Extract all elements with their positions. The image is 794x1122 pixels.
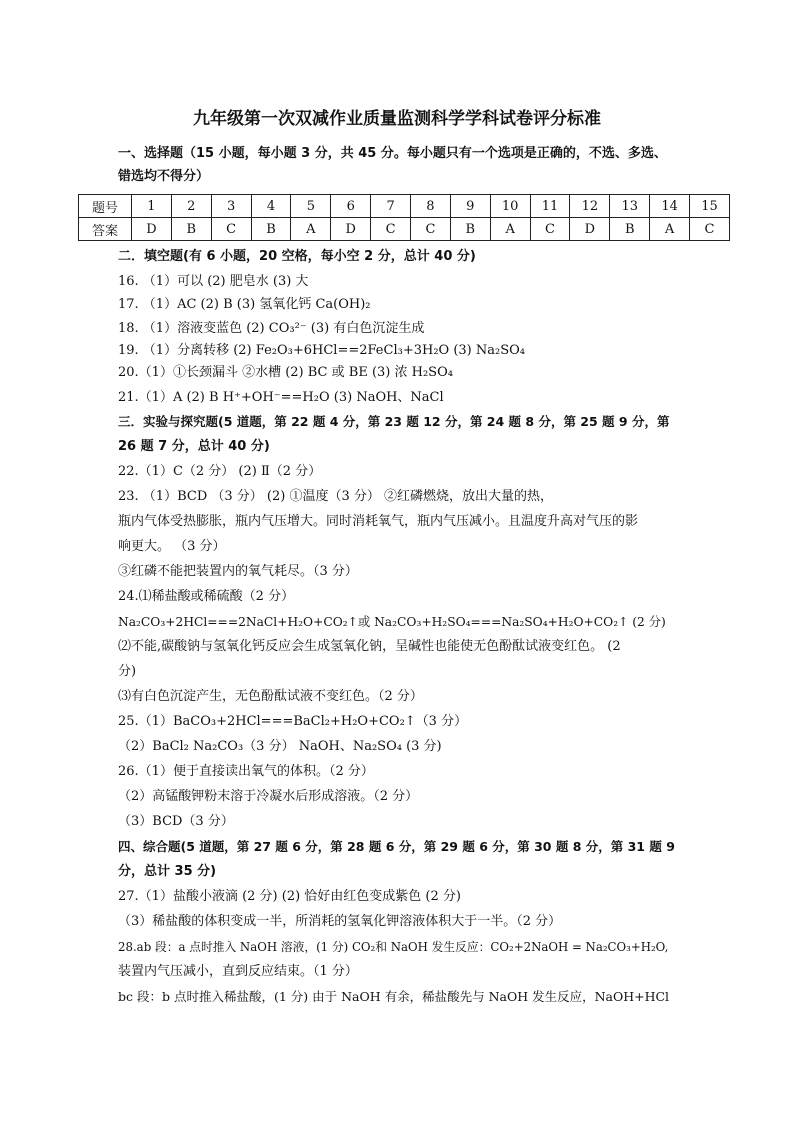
section-1-heading-line-1: 一、选择题（15 小题，每小题 3 分，共 45 分。每小题只有一个选项是正确的，不选、多选、 [118, 146, 667, 161]
question-number: 4 [251, 195, 291, 218]
answer-cell: A [291, 218, 331, 241]
answer-q26-line-2: （2）高锰酸钾粉末溶于冷凝水后形成溶液。（2 分） [118, 789, 419, 804]
answer-cell: C [690, 218, 730, 241]
answer-q24-line-5: ⑶有白色沉淀产生，无色酚酞试液不变红色。（2 分） [118, 689, 423, 704]
answer-q24-line-3: ⑵不能,碳酸钠与氢氧化钙反应会生成氢氧化钠，呈碱性也能使无色酚酞试液变红色。 (2 [118, 639, 621, 654]
answer-q22: 22.（1）C（2 分） (2) Ⅱ（2 分） [118, 464, 322, 479]
answer-cell: B [251, 218, 291, 241]
answer-cell: A [490, 218, 530, 241]
question-number: 6 [331, 195, 371, 218]
question-number: 2 [171, 195, 211, 218]
page-title: 九年级第一次双减作业质量监测科学学科试卷评分标准 [193, 109, 601, 129]
question-number: 7 [371, 195, 411, 218]
answer-cell: B [450, 218, 490, 241]
answer-cell: A [650, 218, 690, 241]
answer-cell: B [171, 218, 211, 241]
question-number: 13 [610, 195, 650, 218]
section-4-heading-line-1: 四、综合题(5 道题，第 27 题 6 分，第 28 题 6 分，第 29 题 6 分，第 30 题 8 分，第 31 题 9 [118, 839, 675, 854]
answer-q26-line-1: 26.（1）便于直接读出氧气的体积。（2 分） [118, 764, 374, 779]
answer-q19: 19. （1）分离转移 (2) Fe₂O₃+6HCl==2FeCl₃+3H₂O (3) Na₂SO₄ [118, 343, 525, 358]
section-1-heading-line-2: 错选均不得分） [118, 169, 210, 184]
answer-q26-line-3: （3）BCD（3 分） [118, 814, 234, 829]
answer-q27-line-1: 27.（1）盐酸小液滴 (2 分) (2) 恰好由红色变成紫色 (2 分) [118, 889, 461, 904]
answer-q28-line-3: bc 段：b 点时推入稀盐酸，(1 分) 由于 NaOH 有余，稀盐酸先与 NaOH 发生反应，NaOH+HCl [118, 989, 670, 1004]
question-number: 10 [490, 195, 530, 218]
answer-q24-line-1: 24.⑴稀盐酸或稀硫酸（2 分） [118, 589, 295, 604]
question-number: 5 [291, 195, 331, 218]
answer-cell: B [610, 218, 650, 241]
question-number: 1 [132, 195, 172, 218]
answer-q18: 18. （1）溶液变蓝色 (2) CO₃²⁻ (3) 有白色沉淀生成 [118, 321, 425, 336]
answer-q23-line-4: ③红磷不能把装置内的氧气耗尽。（3 分） [118, 564, 358, 579]
answer-q24-line-4: 分) [118, 664, 137, 679]
question-number: 8 [411, 195, 451, 218]
answer-q23-line-3: 响更大。 （3 分） [118, 539, 226, 554]
answer-q20: 20.（1）①长颈漏斗 ②水槽 (2) BC 或 BE (3) 浓 H₂SO₄ [118, 365, 453, 380]
row-label-answer: 答案 [79, 218, 132, 241]
answer-q25-line-2: （2）BaCl₂ Na₂CO₃（3 分） NaOH、Na₂SO₄ (3 分) [118, 739, 442, 754]
answer-q27-line-2: （3）稀盐酸的体积变成一半，所消耗的氢氧化钾溶液体积大于一半。（2 分） [118, 914, 562, 929]
answer-q23-line-1: 23. （1）BCD （3 分） (2) ①温度（3 分） ②红磷燃烧，放出大量的热， [118, 489, 553, 504]
question-number: 11 [530, 195, 570, 218]
question-number: 9 [450, 195, 490, 218]
answer-cell: C [211, 218, 251, 241]
question-number: 14 [650, 195, 690, 218]
answer-q16: 16. （1）可以 (2) 肥皂水 (3) 大 [118, 274, 309, 289]
answer-q28-line-1: 28.ab 段：a 点时推入 NaOH 溶液，(1 分) CO₂和 NaOH 发生反应：CO₂+2NaOH = Na₂CO₃+H₂O, [118, 940, 669, 954]
section-3-heading-line-2: 26 题 7 分，总计 40 分) [118, 439, 270, 454]
question-number-row [79, 195, 730, 218]
answer-q24-line-2: Na₂CO₃+2HCl===2NaCl+H₂O+CO₂↑或 Na₂CO₃+H₂SO₄===Na₂SO₄+H₂O+CO₂↑ (2 分) [118, 615, 666, 629]
section-2-heading: 二．填空题(有 6 小题，20 空格，每小空 2 分，总计 40 分) [118, 249, 476, 264]
answer-q28-line-2: 装置内气压减小，直到反应结束。（1 分） [118, 964, 358, 979]
question-number: 3 [211, 195, 251, 218]
section-3-heading-line-1: 三．实验与探究题(5 道题，第 22 题 4 分，第 23 题 12 分，第 24 题 8 分，第 25 题 9 分，第 [118, 414, 670, 429]
row-label-question: 题号 [79, 195, 132, 218]
answer-cell: C [371, 218, 411, 241]
answer-cell: D [132, 218, 172, 241]
answer-q21: 21.（1）A (2) B H⁺+OH⁻==H₂O (3) NaOH、NaCl [118, 390, 444, 405]
answer-cell: D [570, 218, 610, 241]
answer-table [78, 194, 730, 241]
answer-cell: D [331, 218, 371, 241]
answer-row [79, 218, 730, 241]
answer-cell: C [530, 218, 570, 241]
answer-q23-line-2: 瓶内气体受热膨胀，瓶内气压增大。同时消耗氧气，瓶内气压减小。且温度升高对气压的影 [118, 514, 639, 529]
section-4-heading-line-2: 分，总计 35 分) [118, 864, 217, 879]
answer-q25-line-1: 25.（1）BaCO₃+2HCl===BaCl₂+H₂O+CO₂↑（3 分） [118, 714, 468, 729]
question-number: 15 [690, 195, 730, 218]
answer-cell: C [411, 218, 451, 241]
question-number: 12 [570, 195, 610, 218]
answer-q17: 17. （1）AC (2) B (3) 氢氧化钙 Ca(OH)₂ [118, 297, 371, 312]
